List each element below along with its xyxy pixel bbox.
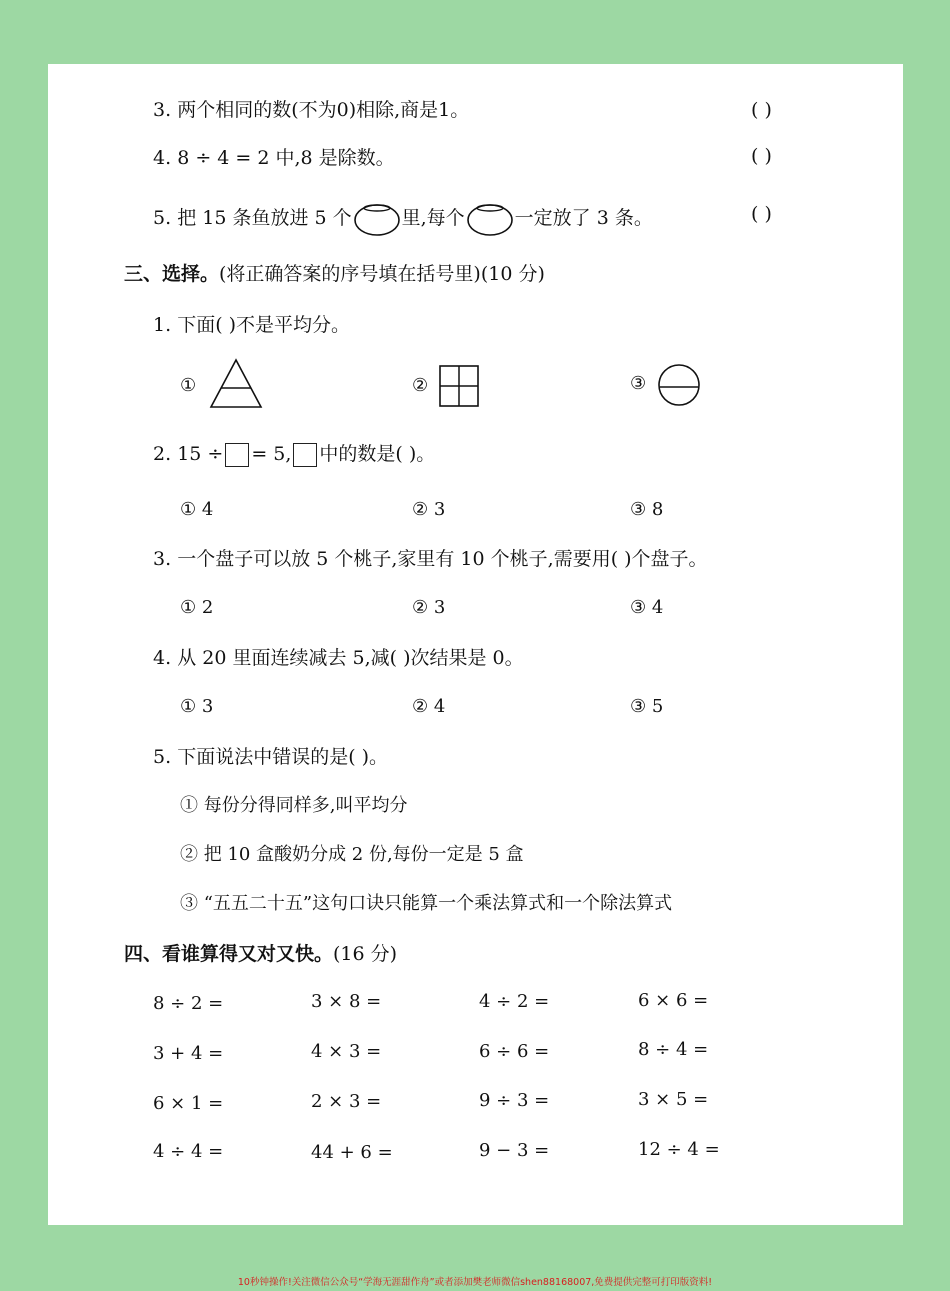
worksheet-page xyxy=(48,64,903,1225)
choice-q1: 1. 下面( )不是平均分。 xyxy=(153,314,351,336)
choice-q2-option-1[interactable]: ① 4 xyxy=(180,499,214,520)
bowl-icon xyxy=(466,202,514,236)
calc-item: 3 × 8 = xyxy=(311,991,382,1012)
choice-q2: 2. 15 ÷ = 5, 中的数是( )。 xyxy=(153,443,436,465)
choice-q5-option-1[interactable]: ① 每份分得同样多,叫平均分 xyxy=(180,795,408,816)
bowl-icon xyxy=(353,202,401,236)
calc-item: 8 ÷ 2 = xyxy=(153,993,224,1014)
section3-title: 三、选择。(将正确答案的序号填在括号里)(10 分) xyxy=(124,263,545,285)
judge-q5-answer-paren[interactable]: ( ) xyxy=(751,203,772,225)
choice-q4: 4. 从 20 里面连续减去 5,减( )次结果是 0。 xyxy=(153,647,524,669)
choice-q5: 5. 下面说法中错误的是( )。 xyxy=(153,746,389,768)
calc-item: 3 + 4 = xyxy=(153,1043,224,1064)
calc-item: 4 ÷ 4 = xyxy=(153,1141,224,1162)
calc-item: 3 × 5 = xyxy=(638,1089,709,1110)
choice-q3-option-3[interactable]: ③ 4 xyxy=(630,597,664,618)
calc-item: 9 ÷ 3 = xyxy=(479,1090,550,1111)
choice-q4-option-3[interactable]: ③ 5 xyxy=(630,696,664,717)
choice-q2-option-3[interactable]: ③ 8 xyxy=(630,499,664,520)
judge-q3: 3. 两个相同的数(不为0)相除,商是1。 xyxy=(153,99,470,121)
blank-box[interactable] xyxy=(293,443,317,467)
calc-item: 4 ÷ 2 = xyxy=(479,991,550,1012)
triangle-figure-icon xyxy=(208,357,264,411)
calc-item: 9 − 3 = xyxy=(479,1140,550,1161)
calc-item: 44 + 6 = xyxy=(311,1142,393,1163)
calc-item: 8 ÷ 4 = xyxy=(638,1039,709,1060)
choice-q5-option-2[interactable]: ② 把 10 盒酸奶分成 2 份,每份一定是 5 盒 xyxy=(180,844,524,865)
choice-q4-option-1[interactable]: ① 3 xyxy=(180,696,214,717)
choice-q4-option-2[interactable]: ② 4 xyxy=(412,696,446,717)
circle-figure-icon xyxy=(656,363,702,407)
calc-item: 12 ÷ 4 = xyxy=(638,1139,720,1160)
choice-q2-option-2[interactable]: ② 3 xyxy=(412,499,446,520)
choice-q3: 3. 一个盘子可以放 5 个桃子,家里有 10 个桃子,需要用( )个盘子。 xyxy=(153,548,708,570)
footer-promo-text: 10秒钟操作!关注微信公众号“学海无涯甜作舟”或者添加樊老师微信shen88168007,免费提供完整可打印版资料! xyxy=(237,1277,713,1288)
calc-item: 6 × 6 = xyxy=(638,990,709,1011)
calc-item: 2 × 3 = xyxy=(311,1091,382,1112)
choice-q1-option-1[interactable]: ① xyxy=(180,375,197,396)
section4-title: 四、看谁算得又对又快。(16 分) xyxy=(124,943,398,965)
square-grid-figure-icon xyxy=(439,364,481,408)
choice-q1-option-3[interactable]: ③ xyxy=(630,373,647,394)
blank-box[interactable] xyxy=(225,443,249,467)
judge-q4: 4. 8 ÷ 4 = 2 中,8 是除数。 xyxy=(153,147,395,169)
calc-item: 6 × 1 = xyxy=(153,1093,224,1114)
calc-item: 6 ÷ 6 = xyxy=(479,1041,550,1062)
judge-q5: 5. 把 15 条鱼放进 5 个 里,每个 一定放了 3 条。 xyxy=(153,202,653,236)
choice-q1-option-2[interactable]: ② xyxy=(412,375,429,396)
choice-q3-option-2[interactable]: ② 3 xyxy=(412,597,446,618)
choice-q5-option-3[interactable]: ③ “五五二十五”这句口诀只能算一个乘法算式和一个除法算式 xyxy=(180,893,673,914)
calc-item: 4 × 3 = xyxy=(311,1041,382,1062)
choice-q3-option-1[interactable]: ① 2 xyxy=(180,597,214,618)
judge-q4-answer-paren[interactable]: ( ) xyxy=(751,145,772,167)
judge-q3-answer-paren[interactable]: ( ) xyxy=(751,99,772,121)
